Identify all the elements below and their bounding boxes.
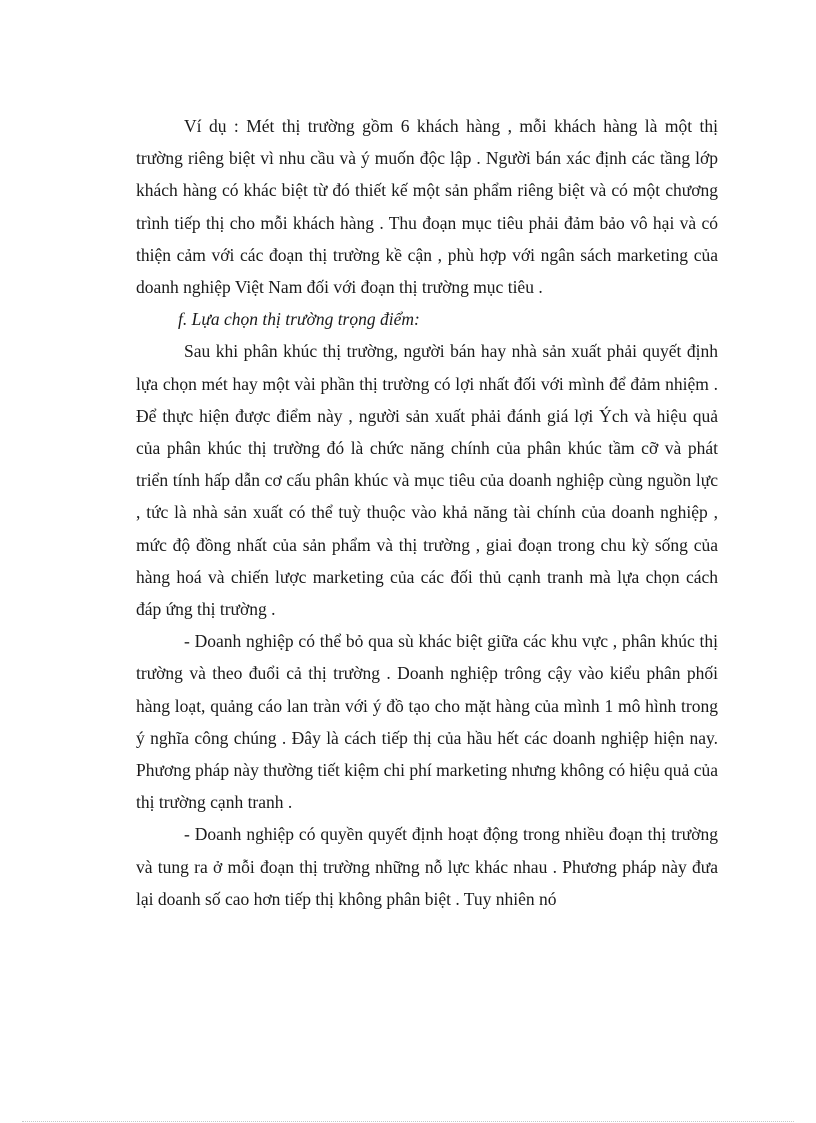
paragraph-undifferentiated-marketing: - Doanh nghiệp có thể bỏ qua sù khác biệt giữa các khu vực , phân khúc thị trường và theo đuổi cả thị trường . Doanh nghiệp trông cậy vào kiểu phân phối hàng loạt, quảng cáo lan tràn với ý đồ tạo cho mặt hàng của mình 1 mô hình trong ý nghĩa công chúng . Đây là cách tiếp thị của hầu hết các doanh nghiệp hiện nay. Phương pháp này thường tiết kiệm chi phí marketing nhưng không có hiệu quả của thị trường cạnh tranh . — [136, 631, 718, 813]
paragraph-market-selection: Sau khi phân khúc thị trường, người bán hay nhà sản xuất phải quyết định lựa chọn mét hay một vài phần thị trường có lợi nhất đối với mình để đảm nhiệm . Để thực hiện được điểm này , người sản xuất phải đánh giá lợi Ých và hiệu quả của phân khúc thị trường đó là chức năng chính của phân khúc tầm cỡ và phát triển tính hấp dẫn cơ cấu phân khúc và mục tiêu của doanh nghiệp cùng nguồn lực , tức là nhà sản xuất có thể tuỳ thuộc vào khả năng tài chính của doanh nghiệp , mức độ đồng nhất của sản phẩm và thị trường , giai đoạn trong chu kỳ sống của hàng hoá và chiến lược marketing của các đối thủ cạnh tranh mà lựa chọn cách đáp ứng thị trường . — [136, 341, 718, 620]
paragraph-example: Ví dụ : Mét thị trường gồm 6 khách hàng , mỗi khách hàng là một thị trường riêng biệt vì nhu cầu và ý muốn độc lập . Người bán xác định các tầng lớp khách hàng có khác biệt từ đó thiết kế một sản phẩm riêng biệt và có một chương trình tiếp thị cho mỗi khách hàng . Thu đoạn mục tiêu phải đảm bảo vô hại và có thiện cảm với các đoạn thị trường kề cận , phù hợp với ngân sách marketing của doanh nghiệp Việt Nam đối với đoạn thị trường mục tiêu . — [136, 116, 718, 298]
document-body — [136, 110, 718, 915]
page-bottom-divider — [22, 1121, 794, 1122]
section-heading: f. Lựa chọn thị trường trọng điểm: — [178, 309, 420, 330]
paragraph-differentiated-marketing: - Doanh nghiệp có quyền quyết định hoạt động trong nhiều đoạn thị trường và tung ra ở mỗi đoạn thị trường những nỗ lực khác nhau . Phương pháp này đưa lại doanh số cao hơn tiếp thị không phân biệt . Tuy nhiên nó — [136, 824, 718, 909]
